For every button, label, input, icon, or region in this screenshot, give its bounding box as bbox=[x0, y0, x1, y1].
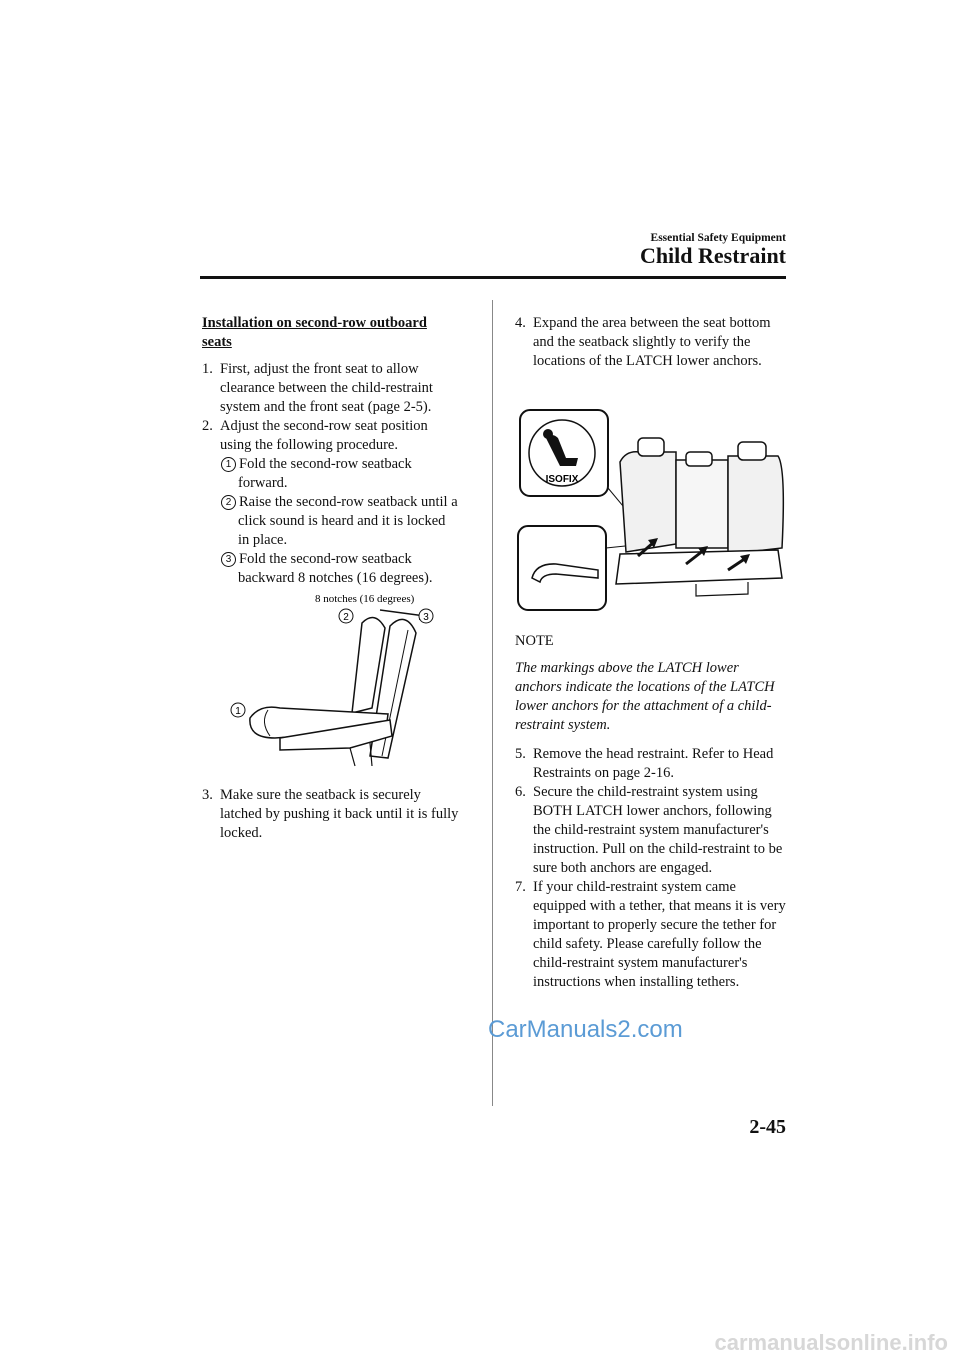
step-7: 7. If your child-restraint system came equipped with a tether, that means it is very important to properly secure the tether for child safety. Please carefully follow the child-restraint system manufacturer's instructions when installing tethers. bbox=[515, 879, 786, 990]
step-2: 2. Adjust the second-row seat position using the following procedure. bbox=[202, 418, 428, 453]
notches-label: 8 notches (16 degrees) bbox=[315, 593, 415, 605]
footer-watermark: carmanualsonline.info bbox=[714, 1330, 948, 1355]
step-4: 4. Expand the area between the seat bottom and the seatback slightly to verify the locations of the LATCH lower anchors. bbox=[515, 315, 771, 369]
marker-1-icon: 1 bbox=[235, 706, 241, 717]
step-3: 3. Make sure the seatback is securely latched by pushing it back until it is fully locked. bbox=[202, 787, 459, 841]
seat-recline-illustration bbox=[220, 588, 460, 778]
column-divider bbox=[492, 300, 493, 1106]
marker-3-icon: 3 bbox=[423, 612, 429, 623]
step-5: 5. Remove the head restraint. Refer to Head Restraints on page 2-16. bbox=[515, 746, 774, 781]
site-watermark[interactable]: CarManuals2.com bbox=[488, 1016, 683, 1043]
step-1: 1. First, adjust the front seat to allow clearance between the child-restraint system and the front seat (page 2-5). bbox=[202, 361, 433, 415]
section-header: Essential Safety Equipment bbox=[650, 232, 786, 244]
seat-recline-figure bbox=[220, 588, 460, 778]
section-title: Installation on second-row outboard seats bbox=[202, 315, 427, 350]
left-column-bottom bbox=[202, 786, 460, 843]
latch-anchor-figure bbox=[516, 408, 786, 612]
note-text: The markings above the LATCH lower anchors indicate the locations of the LATCH lower anchors for the attachment of a child-restraint system. bbox=[515, 660, 775, 733]
right-column bbox=[515, 314, 787, 371]
page-title: Child Restraint bbox=[639, 243, 786, 268]
page-number: 2-45 bbox=[749, 1116, 786, 1138]
substep-2: 2 Raise the second-row seatback until a click sound is heard and it is locked in place. bbox=[202, 493, 460, 550]
circled-1-icon: 1 bbox=[221, 457, 236, 472]
note-block bbox=[515, 632, 787, 992]
left-column bbox=[202, 314, 460, 588]
header-rule bbox=[200, 276, 786, 279]
isofix-label: ISOFIX bbox=[545, 474, 579, 485]
circled-3-icon: 3 bbox=[221, 552, 236, 567]
circled-2-icon: 2 bbox=[221, 495, 236, 510]
step-6: 6. Secure the child-restraint system using BOTH LATCH lower anchors, following the child-restraint system manufacturer's instruction. Pull on the child-restraint to be sure both anchors are engaged. bbox=[515, 784, 783, 876]
substep-3: 3 Fold the second-row seatback backward 8 notches (16 degrees). bbox=[202, 550, 460, 588]
marker-2-icon: 2 bbox=[343, 612, 349, 623]
note-title: NOTE bbox=[515, 633, 554, 649]
substep-1: 1 Fold the second-row seatback forward. bbox=[202, 455, 460, 493]
